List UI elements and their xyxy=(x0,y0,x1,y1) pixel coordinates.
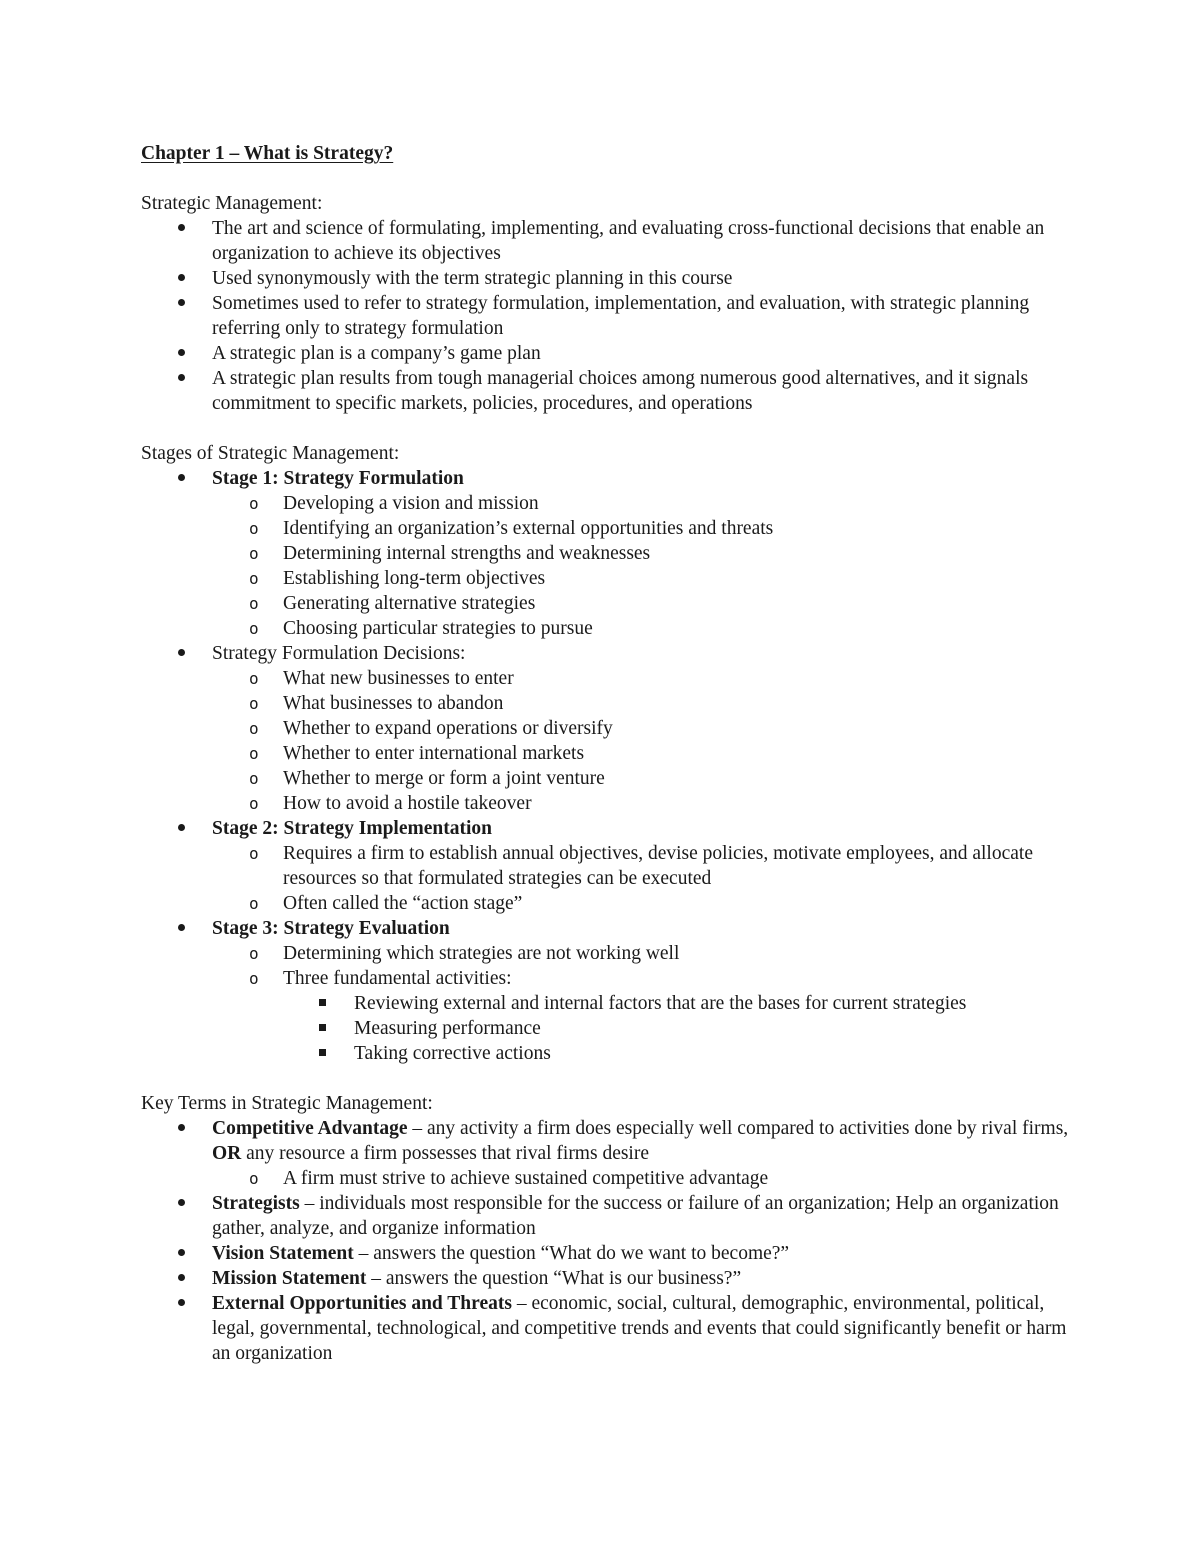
circle-bullet-icon: o xyxy=(249,494,259,513)
sub-list xyxy=(212,941,1071,1066)
square-bullet-icon xyxy=(319,1041,329,1066)
circle-bullet-icon: o xyxy=(249,794,259,813)
chapter-title: Chapter 1 – What is Strategy? xyxy=(141,143,394,164)
section-strategic-management xyxy=(141,191,1071,416)
circle-bullet-icon: o xyxy=(249,969,259,988)
bullet-icon xyxy=(173,1291,189,1316)
list-item: Used synonymously with the term strategic planning in this course xyxy=(141,266,1071,291)
list-item: A strategic plan results from tough managerial choices among numerous good alternatives, and it signals commitment to specific markets, policies, procedures, and operations xyxy=(141,366,1071,416)
list-item: o Requires a firm to establish annual objectives, devise policies, motivate employees, and allocate resources so that formulated strategies can be executed xyxy=(249,843,1033,889)
bullet-icon xyxy=(173,916,189,941)
document-page xyxy=(141,141,1071,1391)
stage-label: Stage 2: Strategy Implementation xyxy=(212,818,492,839)
circle-bullet-icon: o xyxy=(249,744,259,763)
bullet-icon xyxy=(173,266,189,291)
bullet-icon xyxy=(173,366,189,391)
bullet-list xyxy=(141,216,1071,416)
list-item: o Developing a vision and mission xyxy=(249,493,539,514)
section-heading: Stages of Strategic Management: xyxy=(141,443,400,464)
bullet-icon xyxy=(173,641,189,666)
list-item: The art and science of formulating, implementing, and evaluating cross-functional decisions that enable an organization to achieve its objectives xyxy=(141,216,1071,266)
circle-bullet-icon: o xyxy=(249,519,259,538)
list-item: Taking corrective actions xyxy=(283,1041,1071,1066)
square-bullet-icon xyxy=(319,1016,329,1041)
circle-bullet-icon: o xyxy=(249,594,259,613)
bullet-icon xyxy=(173,341,189,366)
circle-bullet-icon: o xyxy=(249,944,259,963)
sub-list xyxy=(212,1166,1071,1191)
bullet-list xyxy=(141,1116,1071,1366)
list-item: o Whether to expand operations or diversify xyxy=(249,718,613,739)
sub-sub-list xyxy=(283,991,1071,1066)
list-item: o Whether to merge or form a joint venture xyxy=(249,768,605,789)
square-bullet-icon xyxy=(319,991,329,1016)
circle-bullet-icon: o xyxy=(249,569,259,588)
term: Strategists xyxy=(212,1193,300,1214)
circle-bullet-icon: o xyxy=(249,669,259,688)
list-item-mission-statement: Mission Statement – answers the question “What is our business?” xyxy=(141,1266,1071,1291)
list-item: o Choosing particular strategies to pursue xyxy=(249,618,593,639)
list-item-stage-3 xyxy=(141,916,1071,1066)
list-item-vision-statement: Vision Statement – answers the question “What do we want to become?” xyxy=(141,1241,1071,1266)
bullet-icon xyxy=(173,1241,189,1266)
term: Vision Statement xyxy=(212,1243,354,1264)
bullet-icon xyxy=(173,1266,189,1291)
term: Competitive Advantage xyxy=(212,1118,408,1139)
bullet-icon xyxy=(173,1116,189,1141)
stage-label: Stage 1: Strategy Formulation xyxy=(212,468,464,489)
list-item-strategists: Strategists – individuals most responsible for the success or failure of an organization; Help an organization gather, analyze, and organize information xyxy=(141,1191,1071,1241)
circle-bullet-icon: o xyxy=(249,694,259,713)
list-item: o What businesses to abandon xyxy=(249,693,504,714)
list-item-competitive-advantage: Competitive Advantage – any activity a firm does especially well compared to activities done by rival firms, OR any resource a firm possesses that rival firms desire o A firm must strive to achieve sustained competitive advantage xyxy=(141,1116,1071,1191)
list-item-decisions: Strategy Formulation Decisions: o What new businesses to enter o What businesses to abandon o Whether to expand operations or diversify o Whether to enter international markets o Whether to merge or form a joint venture o How to avoid a hostile takeover xyxy=(141,641,1071,816)
sub-list xyxy=(212,491,1071,641)
term: External Opportunities and Threats xyxy=(212,1293,512,1314)
circle-bullet-icon: o xyxy=(249,719,259,738)
section-stages xyxy=(141,441,1071,1066)
list-item: Sometimes used to refer to strategy formulation, implementation, and evaluation, with strategic planning referring only to strategy formulation xyxy=(141,291,1071,341)
list-item-stage-1 xyxy=(141,466,1071,641)
bullet-icon xyxy=(173,216,189,241)
circle-bullet-icon: o xyxy=(249,769,259,788)
list-item: o Establishing long-term objectives xyxy=(249,568,546,589)
circle-bullet-icon: o xyxy=(249,619,259,638)
circle-bullet-icon: o xyxy=(249,544,259,563)
list-item: o Determining internal strengths and weaknesses xyxy=(249,543,651,564)
list-item: o Whether to enter international markets xyxy=(249,743,585,764)
list-item: o Often called the “action stage” xyxy=(249,893,523,914)
list-item: o Three fundamental activities: Reviewing external and internal factors that are the bases for current strategies Measuring performance Taking corrective actions xyxy=(212,966,1071,1066)
list-item: Measuring performance xyxy=(283,1016,1071,1041)
bullet-icon xyxy=(173,466,189,491)
list-item: o Determining which strategies are not working well xyxy=(249,943,680,964)
section-key-terms xyxy=(141,1091,1071,1366)
list-item-stage-2 xyxy=(141,816,1071,916)
section-heading: Strategic Management: xyxy=(141,193,323,214)
circle-bullet-icon: o xyxy=(249,844,259,863)
bullet-list xyxy=(141,466,1071,1066)
list-item: o How to avoid a hostile takeover xyxy=(249,793,532,814)
list-item: o A firm must strive to achieve sustained competitive advantage xyxy=(249,1168,769,1189)
list-item: o Identifying an organization’s external opportunities and threats xyxy=(249,518,774,539)
section-heading: Key Terms in Strategic Management: xyxy=(141,1093,433,1114)
sub-list xyxy=(212,666,1071,816)
stage-label: Stage 3: Strategy Evaluation xyxy=(212,918,450,939)
list-item-external: External Opportunities and Threats – economic, social, cultural, demographic, environmental, political, legal, governmental, technological, and competitive trends and events that could significantly benefit or harm an organization xyxy=(141,1291,1071,1366)
list-item: o Generating alternative strategies xyxy=(249,593,536,614)
term: Mission Statement xyxy=(212,1268,367,1289)
sub-list xyxy=(212,841,1071,916)
list-item: Reviewing external and internal factors that are the bases for current strategies xyxy=(283,991,1071,1016)
circle-bullet-icon: o xyxy=(249,1169,259,1188)
bullet-icon xyxy=(173,816,189,841)
bullet-icon xyxy=(173,1191,189,1216)
list-item: o What new businesses to enter xyxy=(249,668,514,689)
circle-bullet-icon: o xyxy=(249,894,259,913)
list-item: A strategic plan is a company’s game plan xyxy=(141,341,1071,366)
bullet-icon xyxy=(173,291,189,316)
